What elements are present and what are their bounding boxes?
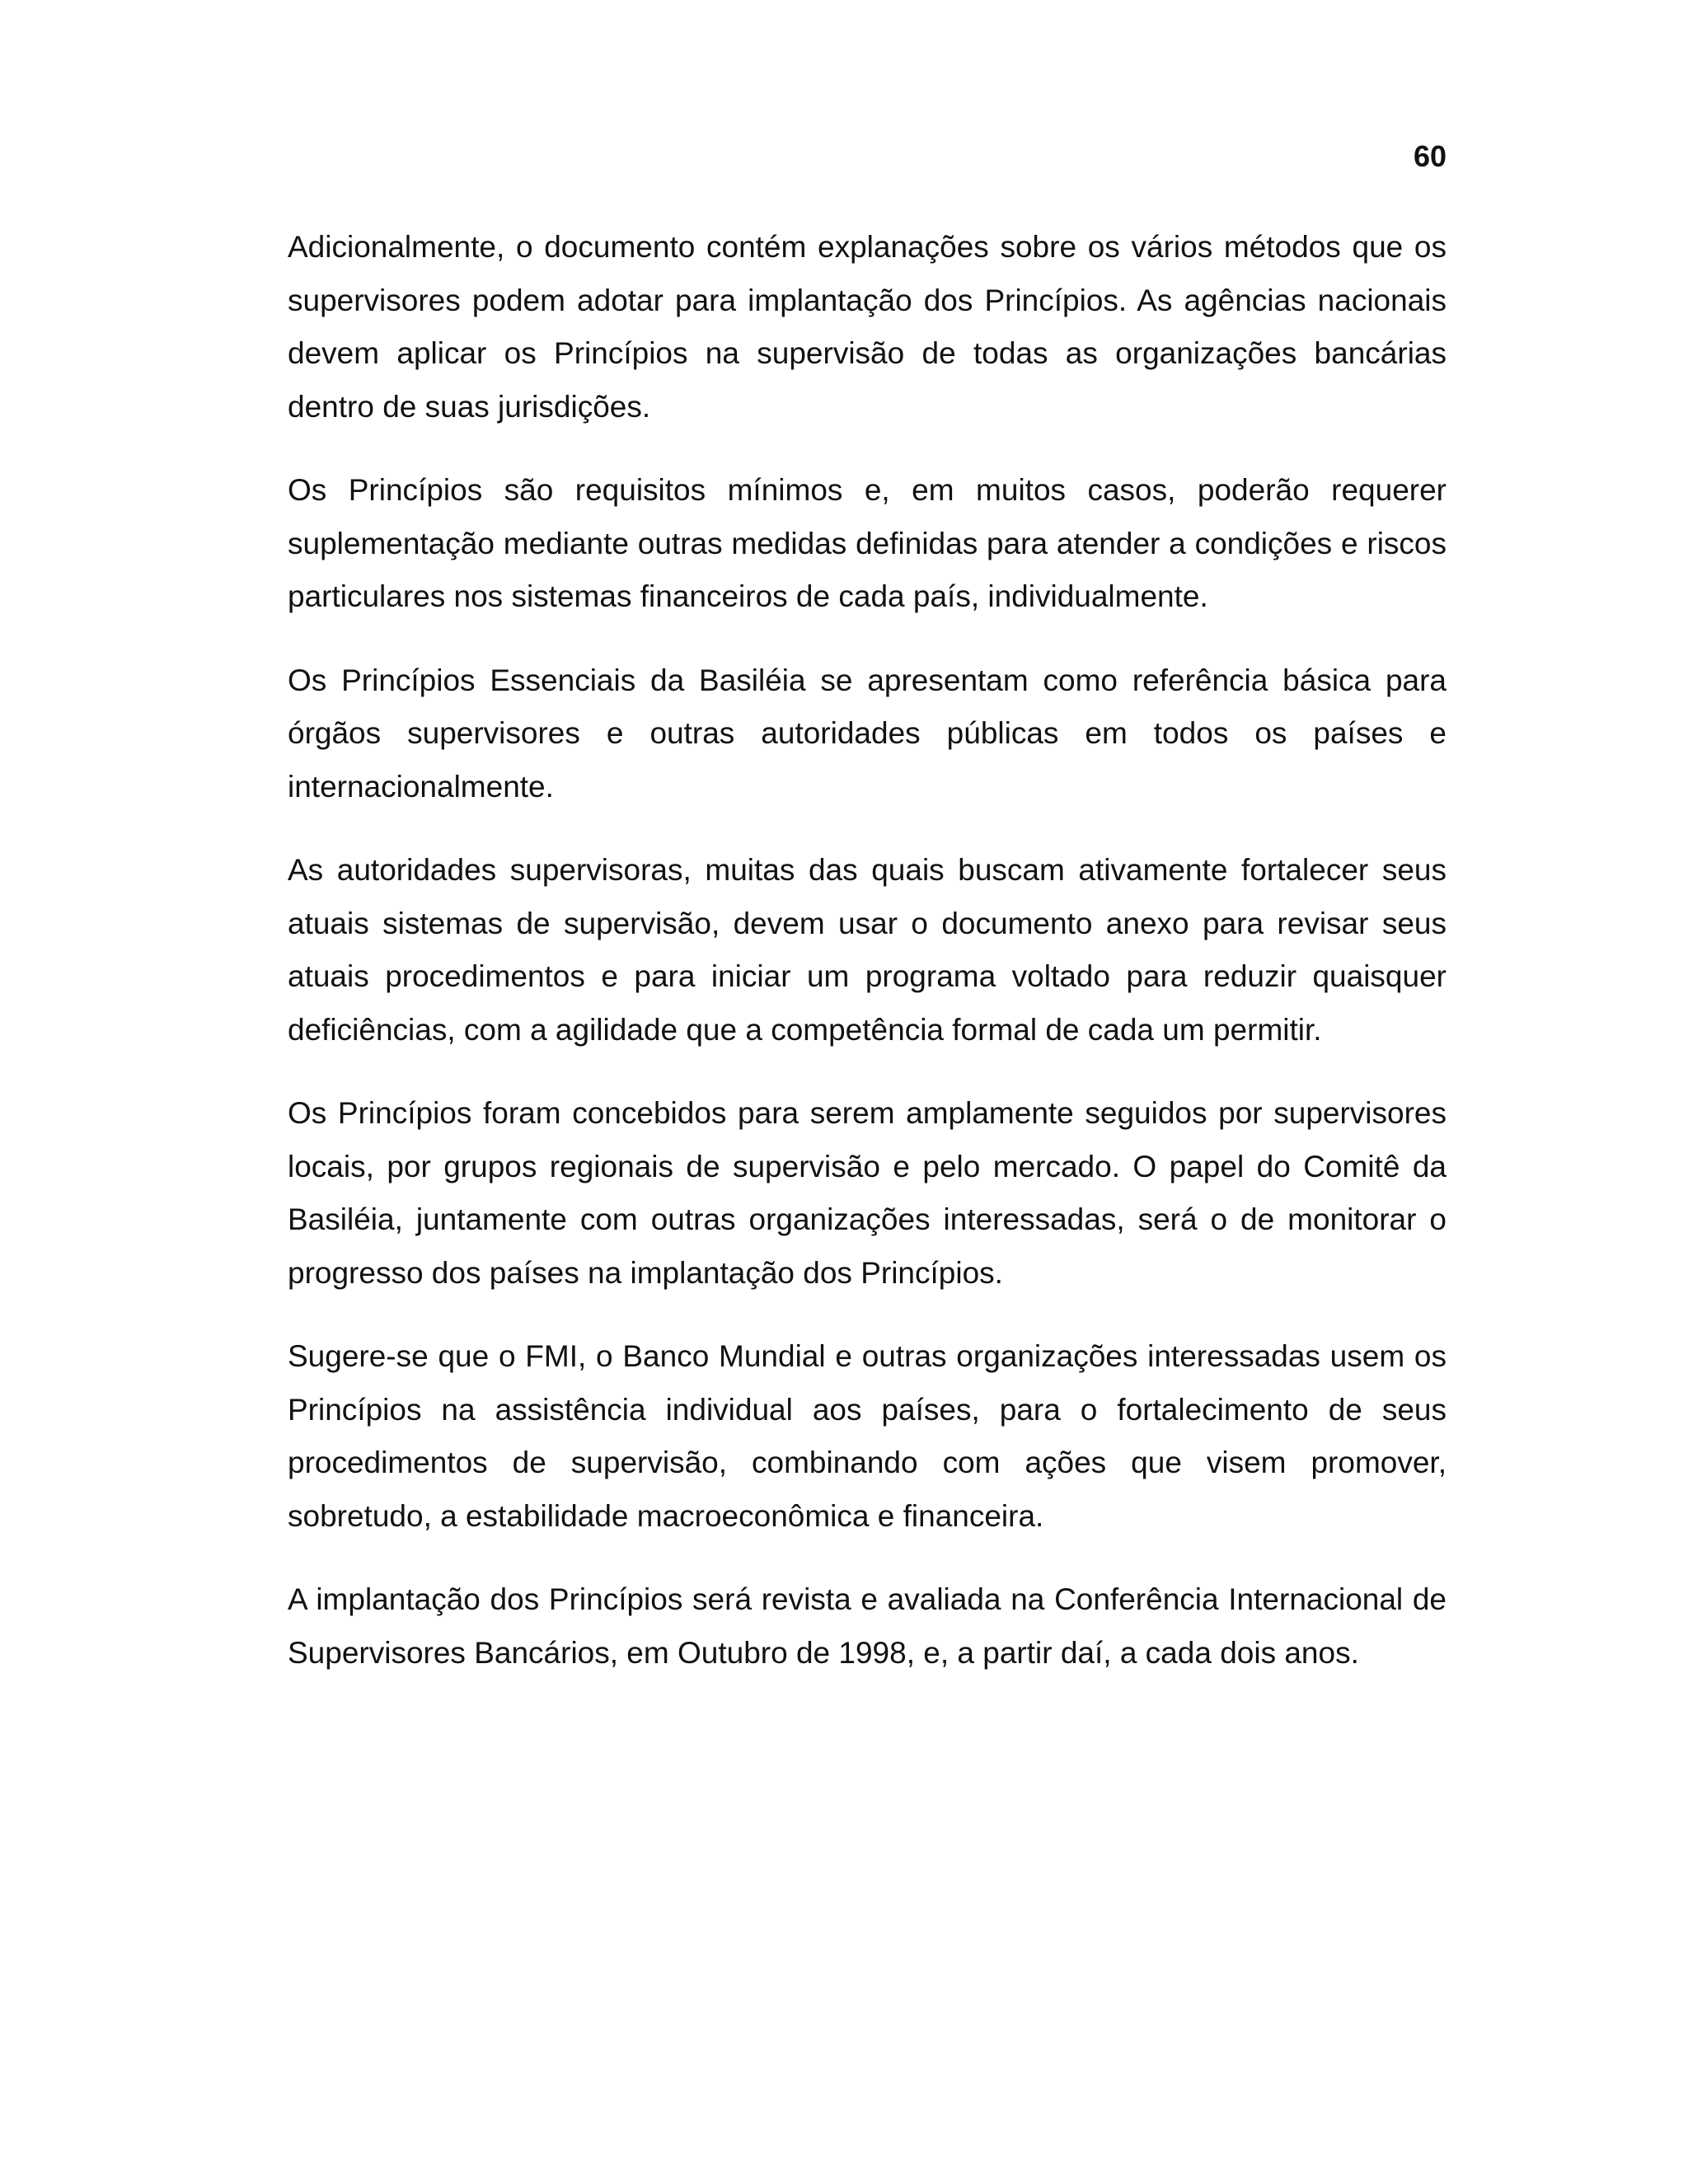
paragraph: Sugere-se que o FMI, o Banco Mundial e outras organizações interessadas usem os Princípios na assistência individual aos países, para o fortalecimento de seus procedimentos de supervisão, combinando com ações que visem promover, sobretudo, a estabilidade macroeconômica e financeira. bbox=[288, 1339, 1447, 1533]
paragraph: Os Princípios foram concebidos para serem amplamente seguidos por supervisores locais, por grupos regionais de supervisão e pelo mercado. O papel do Comitê da Basiléia, juntamente com outras organizações interessadas, será o de monitorar o progresso dos países na implantação dos Princípios. bbox=[288, 1096, 1447, 1290]
paragraph: Os Princípios Essenciais da Basiléia se apresentam como referência básica para órgãos supervisores e outras autoridades públicas em todos os países e internacionalmente. bbox=[288, 663, 1447, 804]
document-body bbox=[288, 221, 1447, 1710]
paragraph: As autoridades supervisoras, muitas das quais buscam ativamente fortalecer seus atuais sistemas de supervisão, devem usar o documento anexo para revisar seus atuais procedimentos e para iniciar um programa voltado para reduzir quaisquer deficiências, com a agilidade que a competência formal de cada um permitir. bbox=[288, 853, 1447, 1047]
paragraph: A implantação dos Princípios será revista e avaliada na Conferência Internacional de Supervisores Bancários, em Outubro de 1998, e, a partir daí, a cada dois anos. bbox=[288, 1582, 1447, 1670]
page-number: 60 bbox=[1413, 139, 1447, 173]
paragraph: Adicionalmente, o documento contém explanações sobre os vários métodos que os supervisores podem adotar para implantação dos Princípios. As agências nacionais devem aplicar os Princípios na supervisão de todas as organizações bancárias dentro de suas jurisdições. bbox=[288, 230, 1447, 424]
paragraph: Os Princípios são requisitos mínimos e, em muitos casos, poderão requerer suplementação mediante outras medidas definidas para atender a condições e riscos particulares nos sistemas financeiros de cada país, individualmente. bbox=[288, 473, 1447, 613]
